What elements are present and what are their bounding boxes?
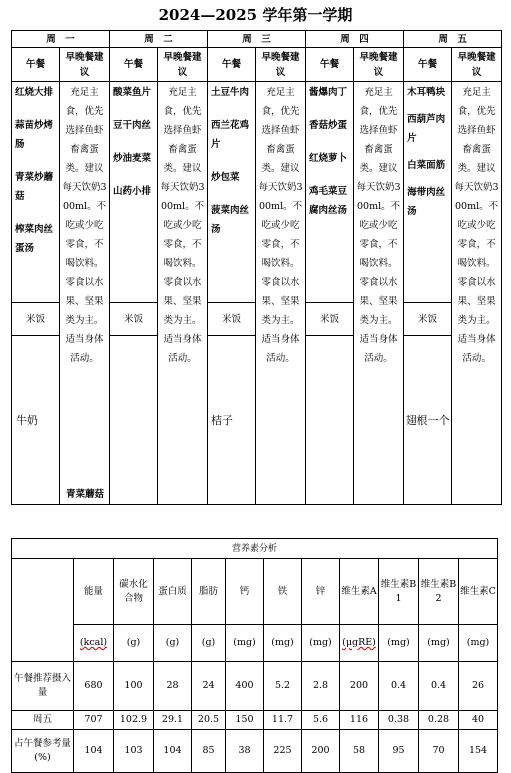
value-cell: 11.7 — [264, 711, 302, 730]
value-cell: 103 — [114, 730, 154, 773]
value-cell: 85 — [192, 730, 226, 773]
tue-advice: 充足主食，优先选择鱼虾畜禽蛋类。建议每天饮奶300ml。不吃或少吃零食，不喝饮料。零食以水果、坚果类为主。适当身体活动。 — [158, 82, 208, 505]
value-cell: 0.4 — [419, 662, 459, 711]
unit-cell: (mg) — [226, 625, 264, 662]
nutrition-corner — [12, 559, 74, 662]
unit-cell: (mg) — [302, 625, 340, 662]
value-cell: 102.9 — [114, 711, 154, 730]
thu-advice: 充足主食，优先选择鱼虾畜禽蛋类。建议每天饮奶300ml。不吃或少吃零食，不喝饮料。零食以水果、坚果类为主。适当身体活动。 — [354, 82, 404, 505]
thu-dishes — [306, 82, 354, 303]
thu-extra — [306, 336, 354, 505]
mon-rice: 米饭 — [12, 303, 60, 336]
day-header-mon: 周 一 — [12, 31, 110, 48]
dish: 白菜面筋 — [407, 160, 446, 171]
dish: 香菇炒蛋 — [309, 120, 348, 131]
value-cell: 0.4 — [379, 662, 419, 711]
wed-rice: 米饭 — [208, 303, 256, 336]
col-header: 锌 — [302, 559, 340, 625]
value-cell: 70 — [419, 730, 459, 773]
table-row — [12, 730, 498, 773]
table-row — [12, 711, 498, 730]
day-header-fri: 周 五 — [404, 31, 502, 48]
advice-label: 早晚餐建议 — [158, 48, 208, 82]
day-header-tue: 周 二 — [110, 31, 208, 48]
dish: 酱爆肉丁 — [309, 87, 348, 98]
col-header: 铁 — [264, 559, 302, 625]
fri-extra: 翅根一个 — [404, 336, 452, 505]
dish: 蒜苗炒烤肠 — [15, 120, 54, 150]
value-cell: 24 — [192, 662, 226, 711]
col-header: 维生素C — [459, 559, 498, 625]
col-header: 维生素B2 — [419, 559, 459, 625]
dish: 炒油麦菜 — [113, 153, 152, 164]
mon-extra-item: 牛奶 — [16, 413, 38, 427]
value-cell: 200 — [340, 662, 379, 711]
value-cell: 20.5 — [192, 711, 226, 730]
value-cell: 154 — [459, 730, 498, 773]
unit-cell: (g) — [114, 625, 154, 662]
unit-cell: (mg) — [459, 625, 498, 662]
day-header-thu: 周 四 — [306, 31, 404, 48]
nutrition-caption: 营养素分析 — [12, 539, 498, 559]
row-label: 周五 — [12, 711, 74, 730]
lunch-label: 午餐 — [12, 48, 60, 82]
dish: 山药小排 — [113, 186, 152, 197]
wed-advice: 充足主食，优先选择鱼虾畜禽蛋类。建议每天饮奶300ml。不吃或少吃零食，不喝饮料。零食以水果、坚果类为主。适当身体活动。 — [256, 82, 306, 505]
value-cell: 104 — [74, 730, 114, 773]
dish: 土豆牛肉 — [211, 87, 250, 98]
day-header-wed: 周 三 — [208, 31, 306, 48]
lunch-label: 午餐 — [306, 48, 354, 82]
col-header: 碳水化合物 — [114, 559, 154, 625]
value-cell: 400 — [226, 662, 264, 711]
dish: 西葫芦肉片 — [407, 114, 446, 144]
advice-label: 早晚餐建议 — [60, 48, 110, 82]
lunch-label: 午餐 — [208, 48, 256, 82]
advice-label: 早晚餐建议 — [354, 48, 404, 82]
dish: 炒包菜 — [211, 172, 240, 183]
value-cell: 58 — [340, 730, 379, 773]
dish: 西兰花鸡片 — [211, 120, 250, 150]
col-header: 维生素A — [340, 559, 379, 625]
col-header: 能量 — [74, 559, 114, 625]
dish: 鸡毛菜豆腐肉丝汤 — [309, 186, 348, 216]
dish: 菠菜肉丝汤 — [211, 205, 250, 235]
value-cell: 104 — [154, 730, 192, 773]
value-cell: 225 — [264, 730, 302, 773]
fri-advice: 充足主食，优先选择鱼虾畜禽蛋类。建议每天饮奶300ml。不吃或少吃零食，不喝饮料。零食以水果、坚果类为主。适当身体活动。 — [452, 82, 502, 505]
wed-dishes — [208, 82, 256, 303]
dish: 榨菜肉丝蛋汤 — [15, 224, 54, 254]
dish: 海带肉丝汤 — [407, 187, 446, 217]
advice-label: 早晚餐建议 — [256, 48, 306, 82]
nutrition-table — [11, 538, 498, 773]
value-cell: 200 — [302, 730, 340, 773]
value-cell: 5.2 — [264, 662, 302, 711]
dish: 红烧大排 — [15, 87, 54, 98]
col-header: 钙 — [226, 559, 264, 625]
dish: 青菜炒蘑菇 — [15, 172, 54, 202]
value-cell: 116 — [340, 711, 379, 730]
mon-dishes — [12, 82, 60, 303]
value-cell: 0.28 — [419, 711, 459, 730]
fri-rice: 米饭 — [404, 303, 452, 336]
dish: 红烧萝卜 — [309, 153, 348, 164]
unit-cell: (g) — [154, 625, 192, 662]
unit-cell: (mg) — [379, 625, 419, 662]
value-cell: 2.8 — [302, 662, 340, 711]
value-cell: 100 — [114, 662, 154, 711]
unit-cell: (kcal) — [74, 625, 114, 662]
value-cell: 680 — [74, 662, 114, 711]
page-title: 2024—2025 学年第一学期 — [158, 6, 353, 24]
value-cell: 0.38 — [379, 711, 419, 730]
dish: 木耳鸭块 — [407, 87, 446, 98]
col-header: 维生素B1 — [379, 559, 419, 625]
fri-dishes — [404, 82, 452, 303]
value-cell: 28 — [154, 662, 192, 711]
table-row — [12, 662, 498, 711]
lunch-label: 午餐 — [110, 48, 158, 82]
thu-rice: 米饭 — [306, 303, 354, 336]
row-label: 午餐推荐摄入量 — [12, 662, 74, 711]
mon-extra — [12, 336, 104, 505]
value-cell: 707 — [74, 711, 114, 730]
value-cell: 95 — [379, 730, 419, 773]
value-cell: 5.6 — [302, 711, 340, 730]
wed-extra: 桔子 — [208, 336, 256, 505]
unit-cell: (mg) — [264, 625, 302, 662]
weekly-menu-table — [11, 30, 502, 505]
tue-rice: 米饭 — [110, 303, 158, 336]
mon-extra-dish: 青菜蘑菇 — [65, 489, 104, 500]
mon-advice: 充足主食，优先选择鱼虾畜禽蛋类。建议每天饮奶300ml。不吃或少吃零食，不喝饮料。零食以水果、坚果类为主。适当身体活动。 — [60, 82, 110, 505]
value-cell: 38 — [226, 730, 264, 773]
dish: 豆干肉丝 — [113, 120, 152, 131]
unit-cell: (mg) — [419, 625, 459, 662]
col-header: 脂肪 — [192, 559, 226, 625]
tue-dishes — [110, 82, 158, 303]
unit-cell: (μgRE) — [340, 625, 379, 662]
unit-cell: (g) — [192, 625, 226, 662]
value-cell: 26 — [459, 662, 498, 711]
dish: 酸菜鱼片 — [113, 87, 152, 98]
value-cell: 40 — [459, 711, 498, 730]
advice-label: 早晚餐建议 — [452, 48, 502, 82]
lunch-label: 午餐 — [404, 48, 452, 82]
value-cell: 150 — [226, 711, 264, 730]
col-header: 蛋白质 — [154, 559, 192, 625]
row-label: 占午餐参考量(%) — [12, 730, 74, 773]
value-cell: 29.1 — [154, 711, 192, 730]
tue-extra — [110, 336, 158, 505]
